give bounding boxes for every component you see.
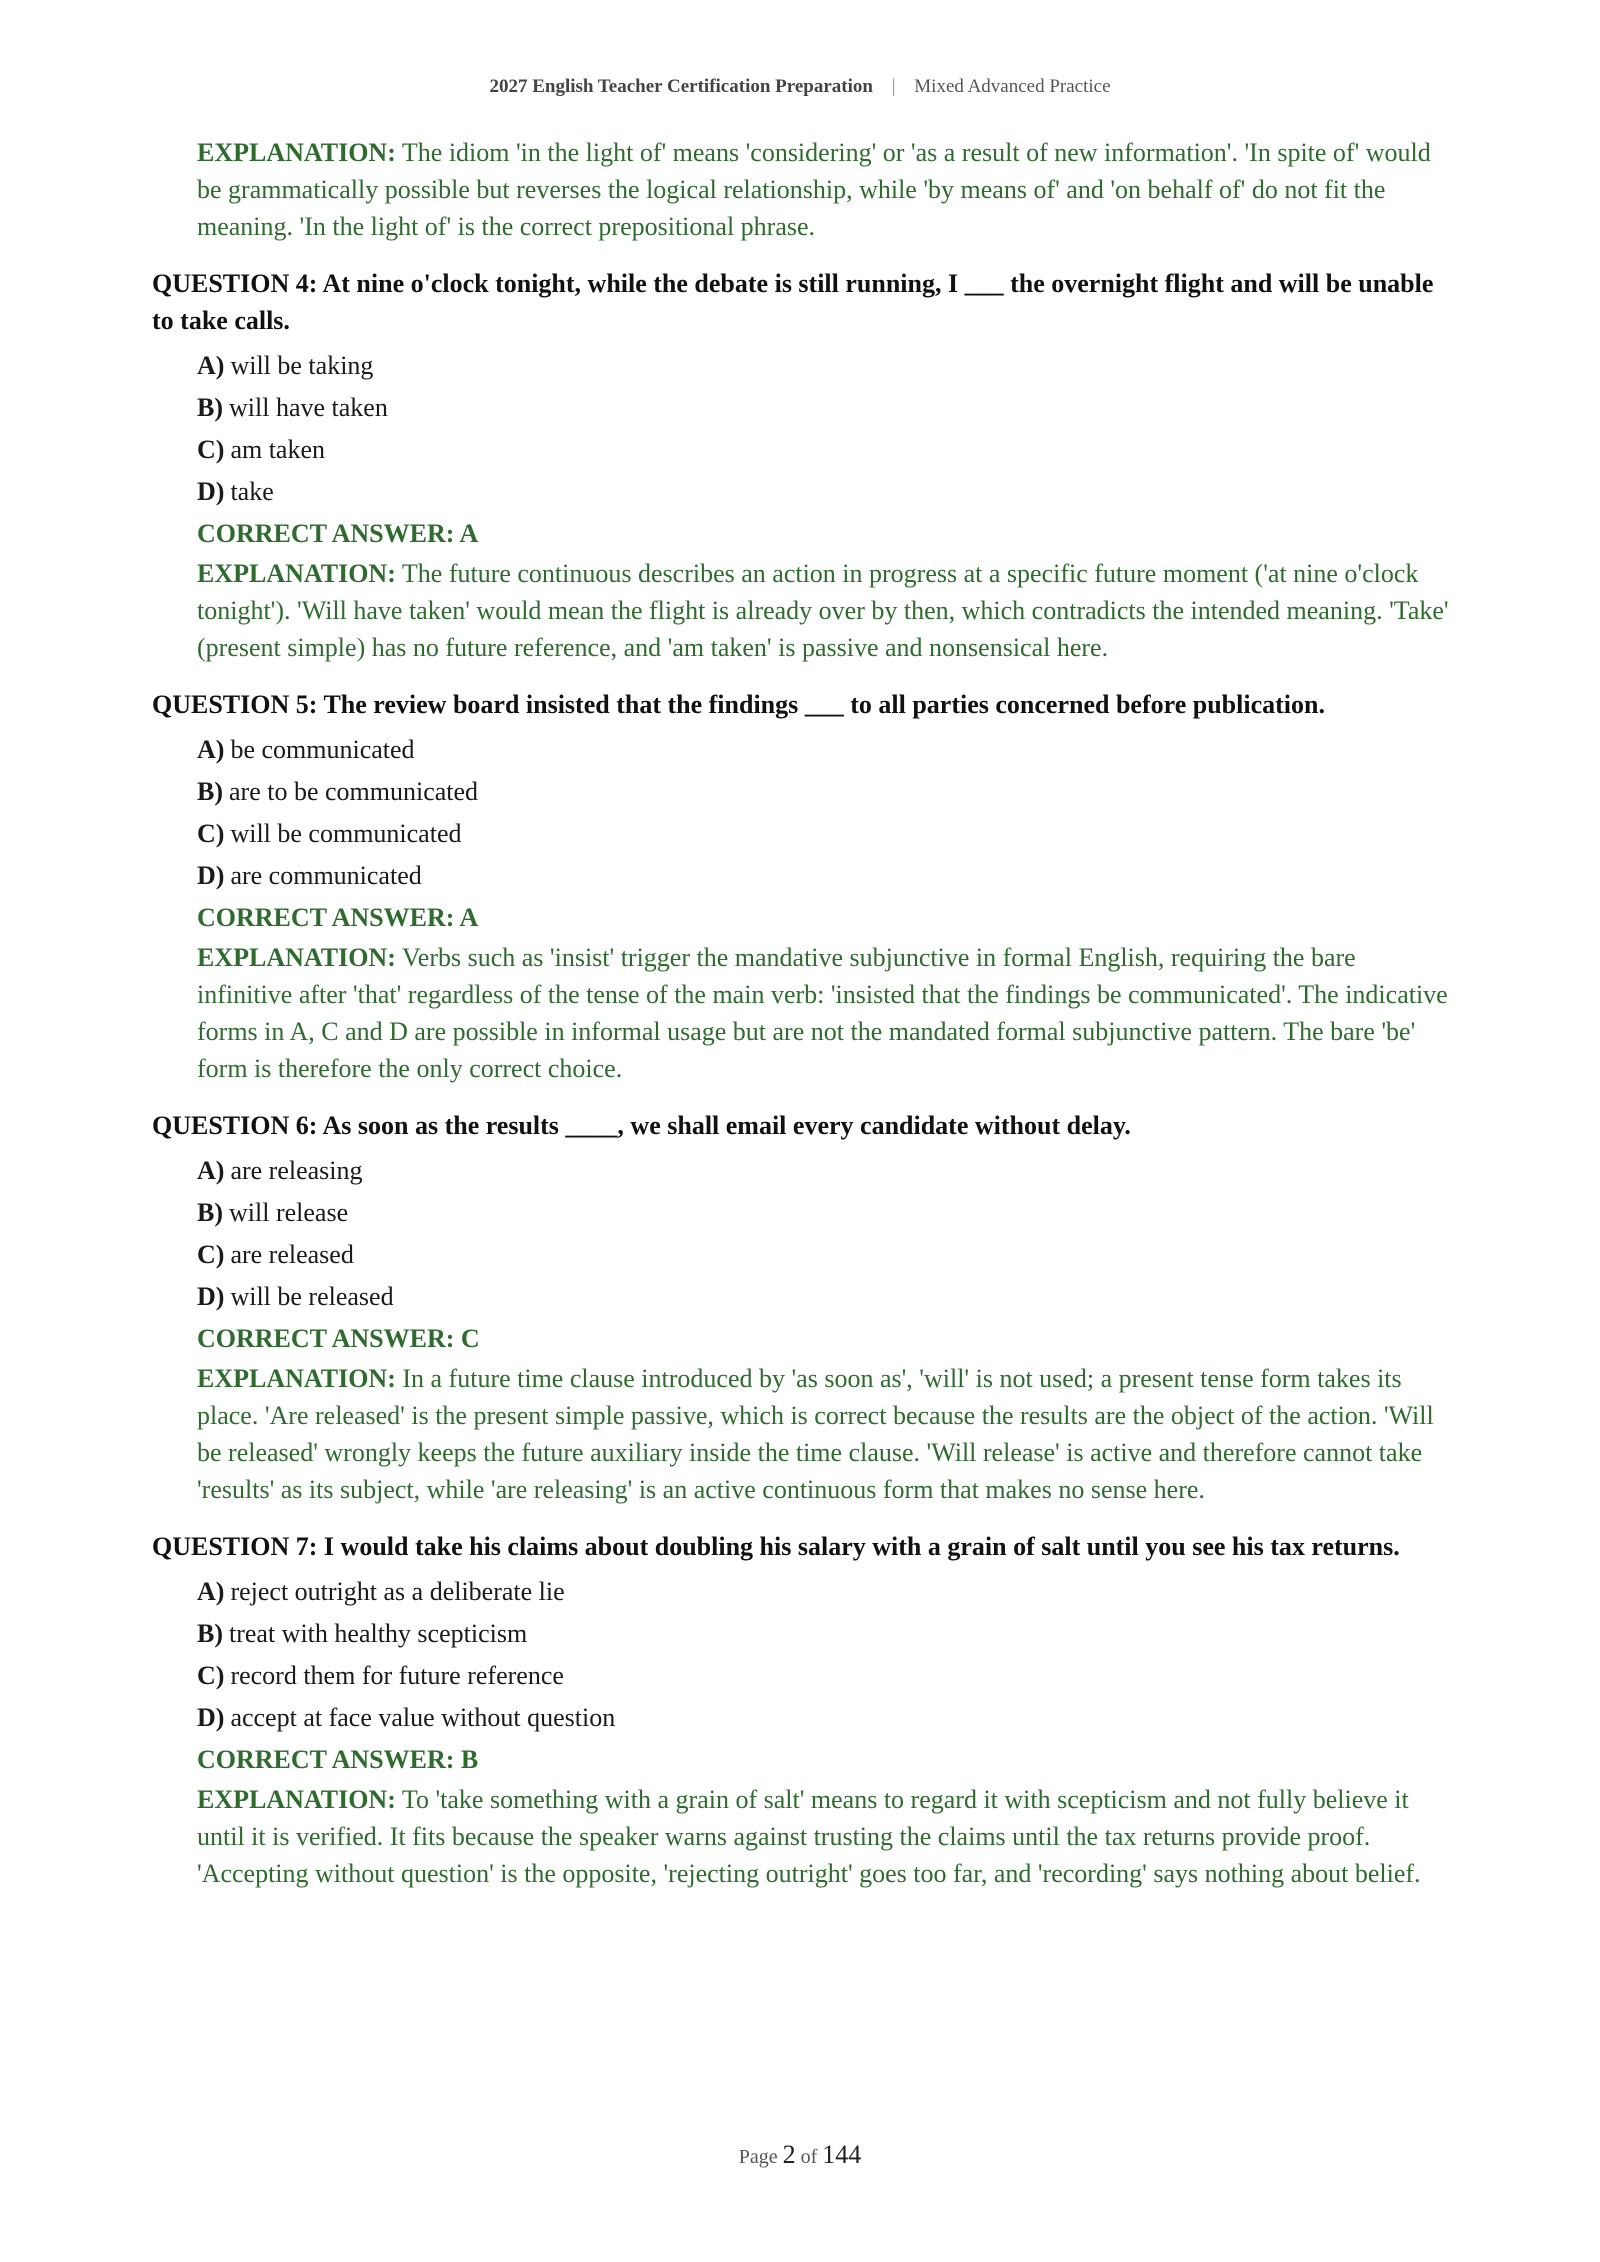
option-letter: B) [197, 393, 223, 422]
correct-answer: CORRECT ANSWER: A [197, 903, 479, 932]
document-title: 2027 English Teacher Certification Preparation [489, 76, 873, 97]
option-text: treat with healthy scepticism [229, 1619, 528, 1648]
option-letter: C) [197, 1661, 225, 1690]
page-footer [0, 2140, 1600, 2170]
question-prompt: QUESTION 5: The review board insisted that the findings ___ to all parties concerned before publication. [152, 690, 1325, 719]
option-letter: C) [197, 819, 225, 848]
option-letter: C) [197, 1240, 225, 1269]
option-c [197, 429, 1452, 471]
correct-answer: CORRECT ANSWER: A [197, 519, 479, 548]
option-b [197, 387, 1452, 429]
answer-explanation [197, 939, 1452, 1087]
option-letter: C) [197, 435, 225, 464]
explanation-label: EXPLANATION: [197, 1785, 396, 1814]
explanation-text: The idiom 'in the light of' means 'considering' or 'as a result of new information'. 'In spite of' would be grammatically possible but reverses the logical relationship, while 'by means of' and 'on behalf of' do not fit the meaning. 'In the light of' is the correct prepositional phrase. [197, 138, 1431, 241]
page-number: 2 [782, 2140, 796, 2169]
explanation-label: EXPLANATION: [197, 559, 396, 588]
running-header [0, 76, 1600, 98]
previous-explanation [197, 134, 1452, 245]
option-letter: B) [197, 1619, 223, 1648]
option-c [197, 813, 1452, 855]
option-text: accept at face value without question [230, 1703, 616, 1732]
explanation-label: EXPLANATION: [197, 943, 396, 972]
option-letter: A) [197, 351, 225, 380]
option-letter: A) [197, 1577, 225, 1606]
correct-answer: CORRECT ANSWER: B [197, 1745, 479, 1774]
option-d [197, 1276, 1452, 1318]
question-block-5 [152, 686, 1452, 1087]
page-content [152, 134, 1452, 1892]
question-prompt: QUESTION 7: I would take his claims about doubling his salary with a grain of salt until you see his tax returns. [152, 1532, 1400, 1561]
option-letter: D) [197, 861, 225, 890]
question-block-4 [152, 265, 1452, 666]
option-letter: D) [197, 1703, 225, 1732]
answer-explanation [197, 555, 1452, 666]
option-d [197, 1697, 1452, 1739]
option-text: am taken [230, 435, 326, 464]
question-block-7 [152, 1528, 1452, 1892]
option-d [197, 855, 1452, 897]
explanation-label: EXPLANATION: [197, 138, 396, 167]
option-letter: A) [197, 735, 225, 764]
option-text: are to be communicated [229, 777, 479, 806]
option-letter: A) [197, 1156, 225, 1185]
option-text: take [230, 477, 274, 506]
of-word: of [800, 2146, 818, 2168]
option-text: reject outright as a deliberate lie [230, 1577, 565, 1606]
answer-explanation [197, 1360, 1452, 1508]
option-c [197, 1234, 1452, 1276]
option-text: record them for future reference [230, 1661, 564, 1690]
option-a [197, 729, 1452, 771]
explanation-label: EXPLANATION: [197, 1364, 396, 1393]
explanation-text: In a future time clause introduced by 'as soon as', 'will' is not used; a present tense form takes its place. 'Are released' is the present simple passive, which is correct because the results are the object of the action. 'Will be released' wrongly keeps the future auxiliary inside the time clause. 'Will release' is active and therefore cannot take 'results' as its subject, while 'are releasing' is an active continuous form that makes no sense here. [197, 1364, 1434, 1504]
option-text: will release [229, 1198, 349, 1227]
document-subtitle: Mixed Advanced Practice [914, 76, 1111, 97]
explanation-text: To 'take something with a grain of salt' means to regard it with scepticism and not fully believe it until it is verified. It fits because the speaker warns against trusting the claims until the tax returns provide proof. 'Accepting without question' is the opposite, 'rejecting outright' goes too far, and 'recording' says nothing about belief. [197, 1785, 1421, 1888]
option-text: will be communicated [230, 819, 462, 848]
option-text: are released [230, 1240, 354, 1269]
option-letter: D) [197, 1282, 225, 1311]
option-text: are communicated [230, 861, 422, 890]
option-text: are releasing [230, 1156, 363, 1185]
page-word: Page [738, 2146, 778, 2168]
option-a [197, 1571, 1452, 1613]
option-letter: B) [197, 777, 223, 806]
option-text: will be released [230, 1282, 394, 1311]
option-letter: B) [197, 1198, 223, 1227]
option-letter: D) [197, 477, 225, 506]
explanation-text: Verbs such as 'insist' trigger the mandative subjunctive in formal English, requiring the bare infinitive after 'that' regardless of the tense of the main verb: 'insisted that the findings be communicated'. The indicative forms in A, C and D are possible in informal usage but are not the mandated formal subjunctive pattern. The bare 'be' form is therefore the only correct choice. [197, 943, 1448, 1083]
question-block-6 [152, 1107, 1452, 1508]
option-c [197, 1655, 1452, 1697]
header-separator: | [891, 76, 896, 97]
option-text: be communicated [230, 735, 415, 764]
question-prompt: QUESTION 6: As soon as the results ____, we shall email every candidate without delay. [152, 1111, 1131, 1140]
correct-answer: CORRECT ANSWER: C [197, 1324, 480, 1353]
option-text: will be taking [230, 351, 374, 380]
total-pages: 144 [822, 2140, 862, 2169]
option-b [197, 1192, 1452, 1234]
explanation-text: The future continuous describes an action in progress at a specific future moment ('at nine o'clock tonight'). 'Will have taken' would mean the flight is already over by then, which contradicts the intended meaning. 'Take' (present simple) has no future reference, and 'am taken' is passive and nonsensical here. [197, 559, 1449, 662]
option-a [197, 1150, 1452, 1192]
option-text: will have taken [229, 393, 388, 422]
option-b [197, 771, 1452, 813]
option-b [197, 1613, 1452, 1655]
option-d [197, 471, 1452, 513]
question-prompt: QUESTION 4: At nine o'clock tonight, while the debate is still running, I ___ the overnight flight and will be unable to take calls. [152, 269, 1434, 335]
option-a [197, 345, 1452, 387]
answer-explanation [197, 1781, 1452, 1892]
